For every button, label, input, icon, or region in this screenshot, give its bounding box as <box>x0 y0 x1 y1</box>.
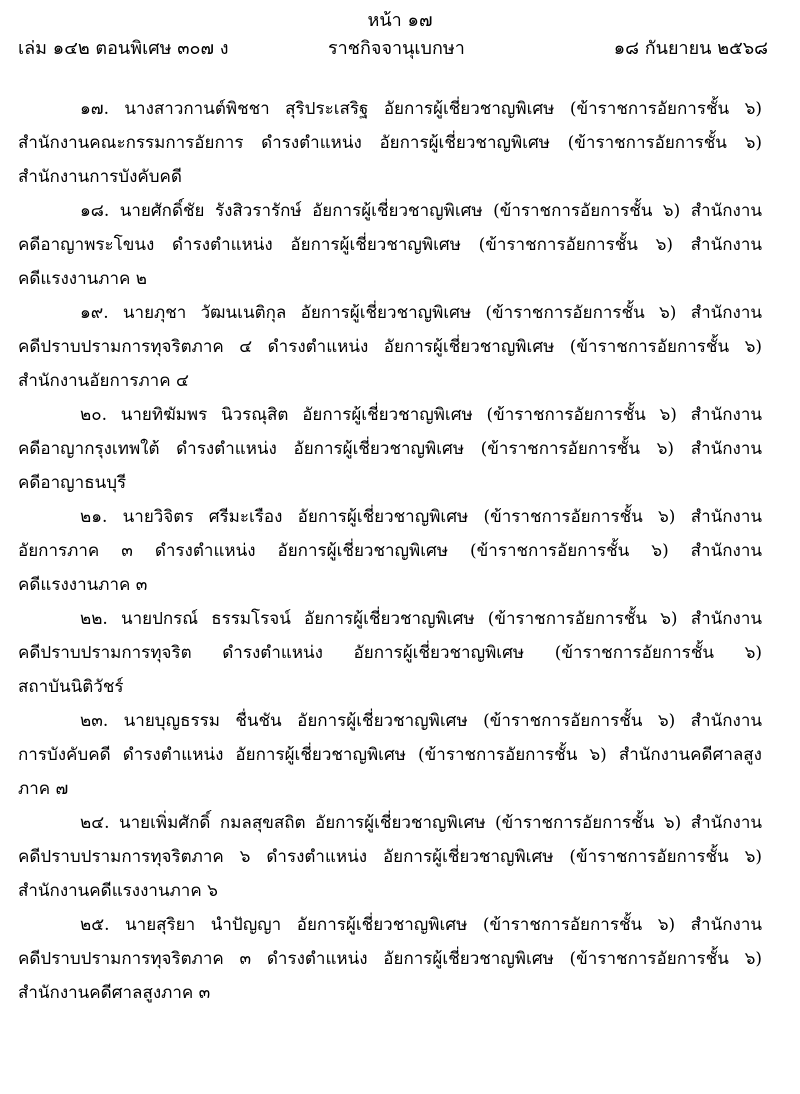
entry-line: ๒๒. นายปกรณ์ ธรรมโรจน์ อัยการผู้เชี่ยวชาญพิเศษ (ข้าราชการอัยการชั้น ๖) สำนักงาน <box>80 609 762 629</box>
volume-issue: เล่ม ๑๔๒ ตอนพิเศษ ๓๐๗ ง <box>18 38 229 59</box>
entry-line: คดีปราบปรามการทุจริตภาค ๖ ดำรงตำแหน่ง อัยการผู้เชี่ยวชาญพิเศษ (ข้าราชการอัยการชั้น ๖) <box>18 847 762 867</box>
appointment-entry-22 <box>18 602 762 704</box>
entry-line: สำนักงานการบังคับคดี <box>18 167 182 187</box>
entry-line: ภาค ๗ <box>18 779 69 799</box>
entry-line: สำนักงานอัยการภาค ๔ <box>18 371 189 391</box>
entry-line: ๒๔. นายเพิ่มศักดิ์ กมลสุขสถิต อัยการผู้เชี่ยวชาญพิเศษ (ข้าราชการอัยการชั้น ๖) สำนักงาน <box>80 813 762 833</box>
entry-line: อัยการภาค ๓ ดำรงตำแหน่ง อัยการผู้เชี่ยวชาญพิเศษ (ข้าราชการอัยการชั้น ๖) สำนักงาน <box>18 541 762 561</box>
entry-line: ๑๙. นายภุชา วัฒนเนติกุล อัยการผู้เชี่ยวชาญพิเศษ (ข้าราชการอัยการชั้น ๖) สำนักงาน <box>80 303 762 323</box>
entry-line: คดีปราบปรามการทุจริตภาค ๔ ดำรงตำแหน่ง อัยการผู้เชี่ยวชาญพิเศษ (ข้าราชการอัยการชั้น ๖) <box>18 337 762 357</box>
appointment-entry-19 <box>18 296 762 398</box>
entry-line: สำนักงานคดีศาลสูงภาค ๓ <box>18 983 211 1003</box>
appointment-entry-25 <box>18 908 762 1010</box>
entry-line: คดีแรงงานภาค ๒ <box>18 269 148 289</box>
gazette-name: ราชกิจจานุเบกษา <box>328 38 465 59</box>
entry-line: คดีอาญาพระโขนง ดำรงตำแหน่ง อัยการผู้เชี่ยวชาญพิเศษ (ข้าราชการอัยการชั้น ๖) สำนักงาน <box>18 235 762 255</box>
appointment-entry-24 <box>18 806 762 908</box>
entry-line: การบังคับคดี ดำรงตำแหน่ง อัยการผู้เชี่ยวชาญพิเศษ (ข้าราชการอัยการชั้น ๖) สำนักงานคดีศาลสูง <box>18 745 762 765</box>
appointment-entry-17 <box>18 92 762 194</box>
publication-date: ๑๘ กันยายน ๒๕๖๘ <box>613 38 768 59</box>
entry-line: ๒๓. นายบุญธรรม ชื่นชัน อัยการผู้เชี่ยวชาญพิเศษ (ข้าราชการอัยการชั้น ๖) สำนักงาน <box>80 711 762 731</box>
appointment-entry-21 <box>18 500 762 602</box>
entry-line: ๒๑. นายวิจิตร ศรีมะเรือง อัยการผู้เชี่ยวชาญพิเศษ (ข้าราชการอัยการชั้น ๖) สำนักงาน <box>80 507 762 527</box>
entry-line: สำนักงานคดีแรงงานภาค ๖ <box>18 881 218 901</box>
appointment-entry-23 <box>18 704 762 806</box>
appointment-list <box>18 92 762 1010</box>
entry-line: ๑๗. นางสาวกานต์พิชชา สุริประเสริฐ อัยการผู้เชี่ยวชาญพิเศษ (ข้าราชการอัยการชั้น ๖) <box>80 99 762 119</box>
entry-line: คดีแรงงานภาค ๓ <box>18 575 148 595</box>
entry-line: ๑๘. นายศักดิ์ชัย รังสิวรารักษ์ อัยการผู้เชี่ยวชาญพิเศษ (ข้าราชการอัยการชั้น ๖) สำนักงาน <box>80 201 762 221</box>
page-number: หน้า ๑๗ <box>367 10 433 31</box>
entry-line: สถาบันนิติวัชร์ <box>18 677 124 697</box>
entry-line: คดีอาญาธนบุรี <box>18 473 127 493</box>
entry-line: ๒๐. นายทิฆัมพร นิวรณุสิต อัยการผู้เชี่ยวชาญพิเศษ (ข้าราชการอัยการชั้น ๖) สำนักงาน <box>80 405 762 425</box>
entry-line: คดีปราบปรามการทุจริตภาค ๓ ดำรงตำแหน่ง อัยการผู้เชี่ยวชาญพิเศษ (ข้าราชการอัยการชั้น ๖) <box>18 949 762 969</box>
appointment-entry-18 <box>18 194 762 296</box>
entry-line: คดีอาญากรุงเทพใต้ ดำรงตำแหน่ง อัยการผู้เชี่ยวชาญพิเศษ (ข้าราชการอัยการชั้น ๖) สำนักงาน <box>18 439 762 459</box>
entry-line: คดีปราบปรามการทุจริต ดำรงตำแหน่ง อัยการผู้เชี่ยวชาญพิเศษ (ข้าราชการอัยการชั้น ๖) <box>18 643 762 663</box>
entry-line: สำนักงานคณะกรรมการอัยการ ดำรงตำแหน่ง อัยการผู้เชี่ยวชาญพิเศษ (ข้าราชการอัยการชั้น ๖) <box>18 133 762 153</box>
appointment-entry-20 <box>18 398 762 500</box>
entry-line: ๒๕. นายสุริยา นำปัญญา อัยการผู้เชี่ยวชาญพิเศษ (ข้าราชการอัยการชั้น ๖) สำนักงาน <box>80 915 762 935</box>
running-header <box>18 36 768 62</box>
